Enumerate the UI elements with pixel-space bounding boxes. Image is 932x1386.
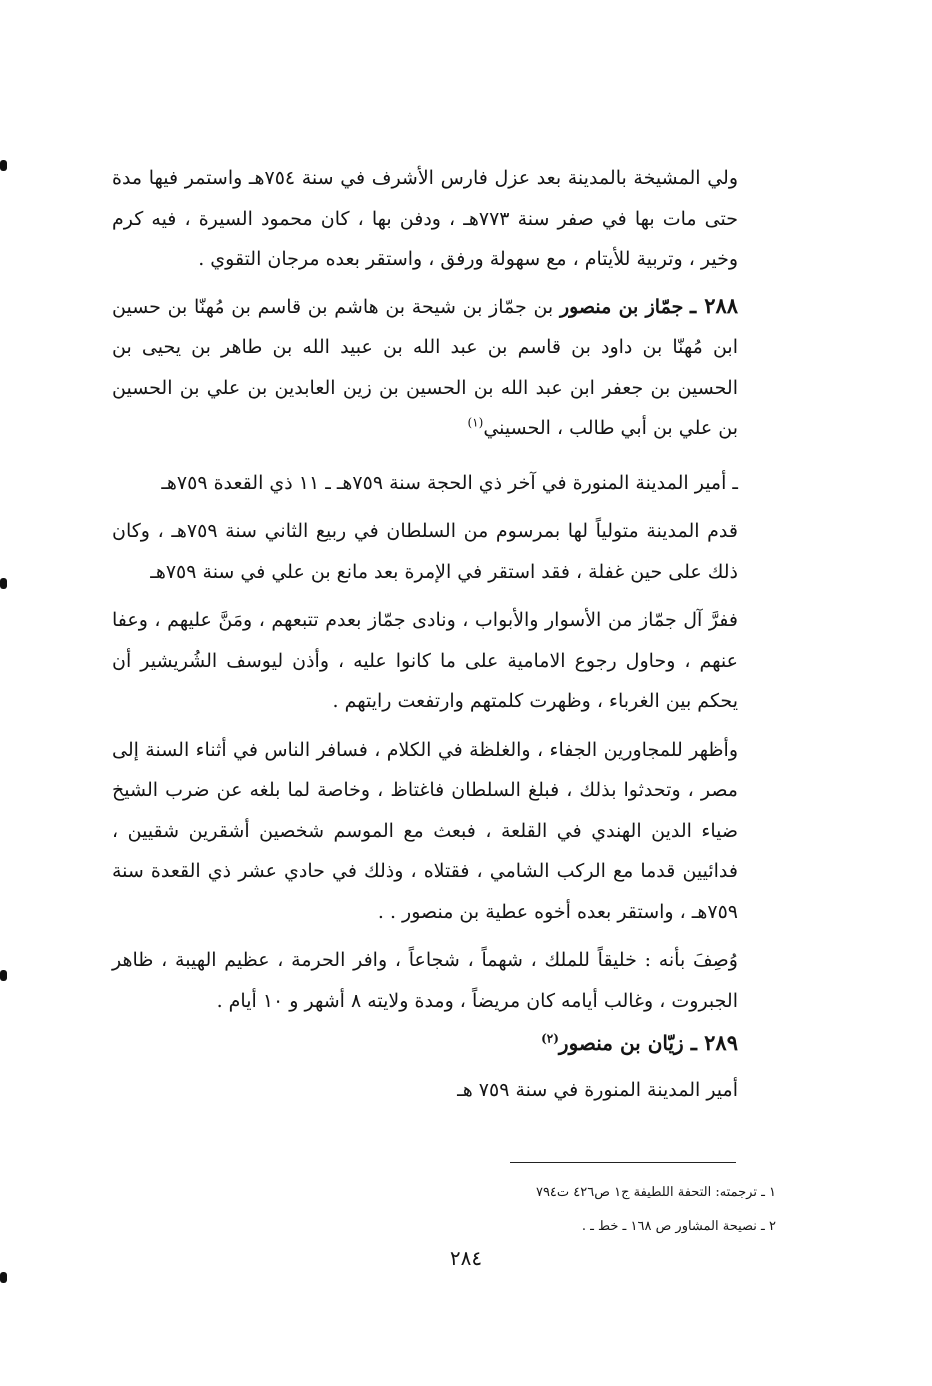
paragraph-mashyakha: ولي المشيخة بالمدينة بعد عزل فارس الأشرف في سنة ٧٥٤هـ واستمر فيها مدة حتى مات بها في صفر سنة ٧٧٣هـ ، ودفن بها ، كان محمود السيرة ، فيه كرم وخير ، وتربية للأيتام ، مع سهولة ورفق ، واستقر بعده مرجان التقوي . (112, 167, 739, 270)
entry-288 (112, 286, 738, 449)
entry-lineage: بن جمّاز بن شيحة بن هاشم بن قاسم بن مُهنّا بن حسين ابن مُهنّا بن داود بن قاسم بن عبد الله بن عبيد الله بن طاهر بن يحيى بن الحسين بن جعفر ابن عبد الله بن الحسين بن زين العابدين بن علي بن الحسين بن علي بن أبي طالب ، الحسيني (112, 295, 738, 439)
paragraph-description: وُصِفَ بأنه : خليقاً للملك ، شهماً ، شجاعاً ، وافر الحرمة ، عظيم الهيبة ، ظاهر الجبروت ، وغالب أيامه كان مريضاً ، ومدة ولايته ٨ أشهر و ١٠ أيام . (112, 949, 738, 1012)
footnote-ref: (١) (467, 415, 484, 430)
scan-mark-dot (0, 970, 7, 981)
scan-mark-dot (0, 160, 7, 171)
footnote-ref: (٢) (541, 1031, 559, 1046)
page-number: ٢٨٤ (449, 1246, 483, 1270)
entry-number: ٢٨٨ ـ (690, 292, 739, 318)
paragraph-harshness: وأظهر للمجاورين الجفاء ، والغلظة في الكلام ، فسافر الناس في أثناء السنة إلى مصر ، وتحدثوا بذلك ، فبلغ السلطان فاغتاظ ، وخاصة لما بلغه عن ضرب الشيخ ضياء الدين الهندي في القلعة ، فبعث مع الموسم شخصين أشقرين شقيين ، فدائيين قدما مع الركب الشامي ، فقتلاه ، وذلك في حادي عشر ذي القعدة سنة ٧٥٩هـ ، واستقر بعده أخوه عطية بن منصور . . (112, 738, 738, 923)
entry-289-heading (112, 1023, 738, 1064)
entry-number: ٢٨٩ ـ (690, 1030, 738, 1055)
paragraph-arrival: قدم المدينة متولياً لها بمرسوم من السلطان في ربيع الثاني سنة ٧٥٩هـ ، وكان ذلك على حين غفلة ، فقد استقر في الإمرة بعد مانع بن علي في سنة ٧٥٩هـ (112, 520, 738, 583)
paragraph-tenure: ـ أمير المدينة المنورة في آخر ذي الحجة سنة ٧٥٩هـ ـ ١١ ذي القعدة ٧٥٩هـ (161, 471, 738, 494)
footnote-1: ١ ـ ترجمته: التحفة اللطيفة ج١ ص٤٢٦ ت٧٩٤ (535, 1185, 776, 1200)
footnotes (300, 1176, 776, 1244)
main-text (112, 158, 738, 1110)
scan-mark-dot (0, 578, 7, 589)
entry-name: زيّان بن منصور (558, 1031, 684, 1055)
scan-mark-dot (0, 1272, 7, 1283)
footnote-divider (510, 1162, 736, 1163)
footnote-2: ٢ ـ نصيحة المشاور ص ١٦٨ ـ خط ـ . (581, 1219, 776, 1234)
paragraph-flight: ففرَّ آل جمّاز من الأسوار والأبواب ، ونادى جمّاز بعدم تتبعهم ، ومَنَّ عليهم ، وعفا عنهم ، وحاول رجوع الامامية على ما كانوا عليه ، وأذن ليوسف الشُريشير أن يحكم بين الغرباء ، وظهرت كلمتهم وارتفعت رايتهم . (112, 609, 738, 712)
entry-name: جمّاز بن منصور (559, 295, 684, 318)
paragraph-ziyan: أمير المدينة المنورة في سنة ٧٥٩ هـ (457, 1078, 738, 1101)
